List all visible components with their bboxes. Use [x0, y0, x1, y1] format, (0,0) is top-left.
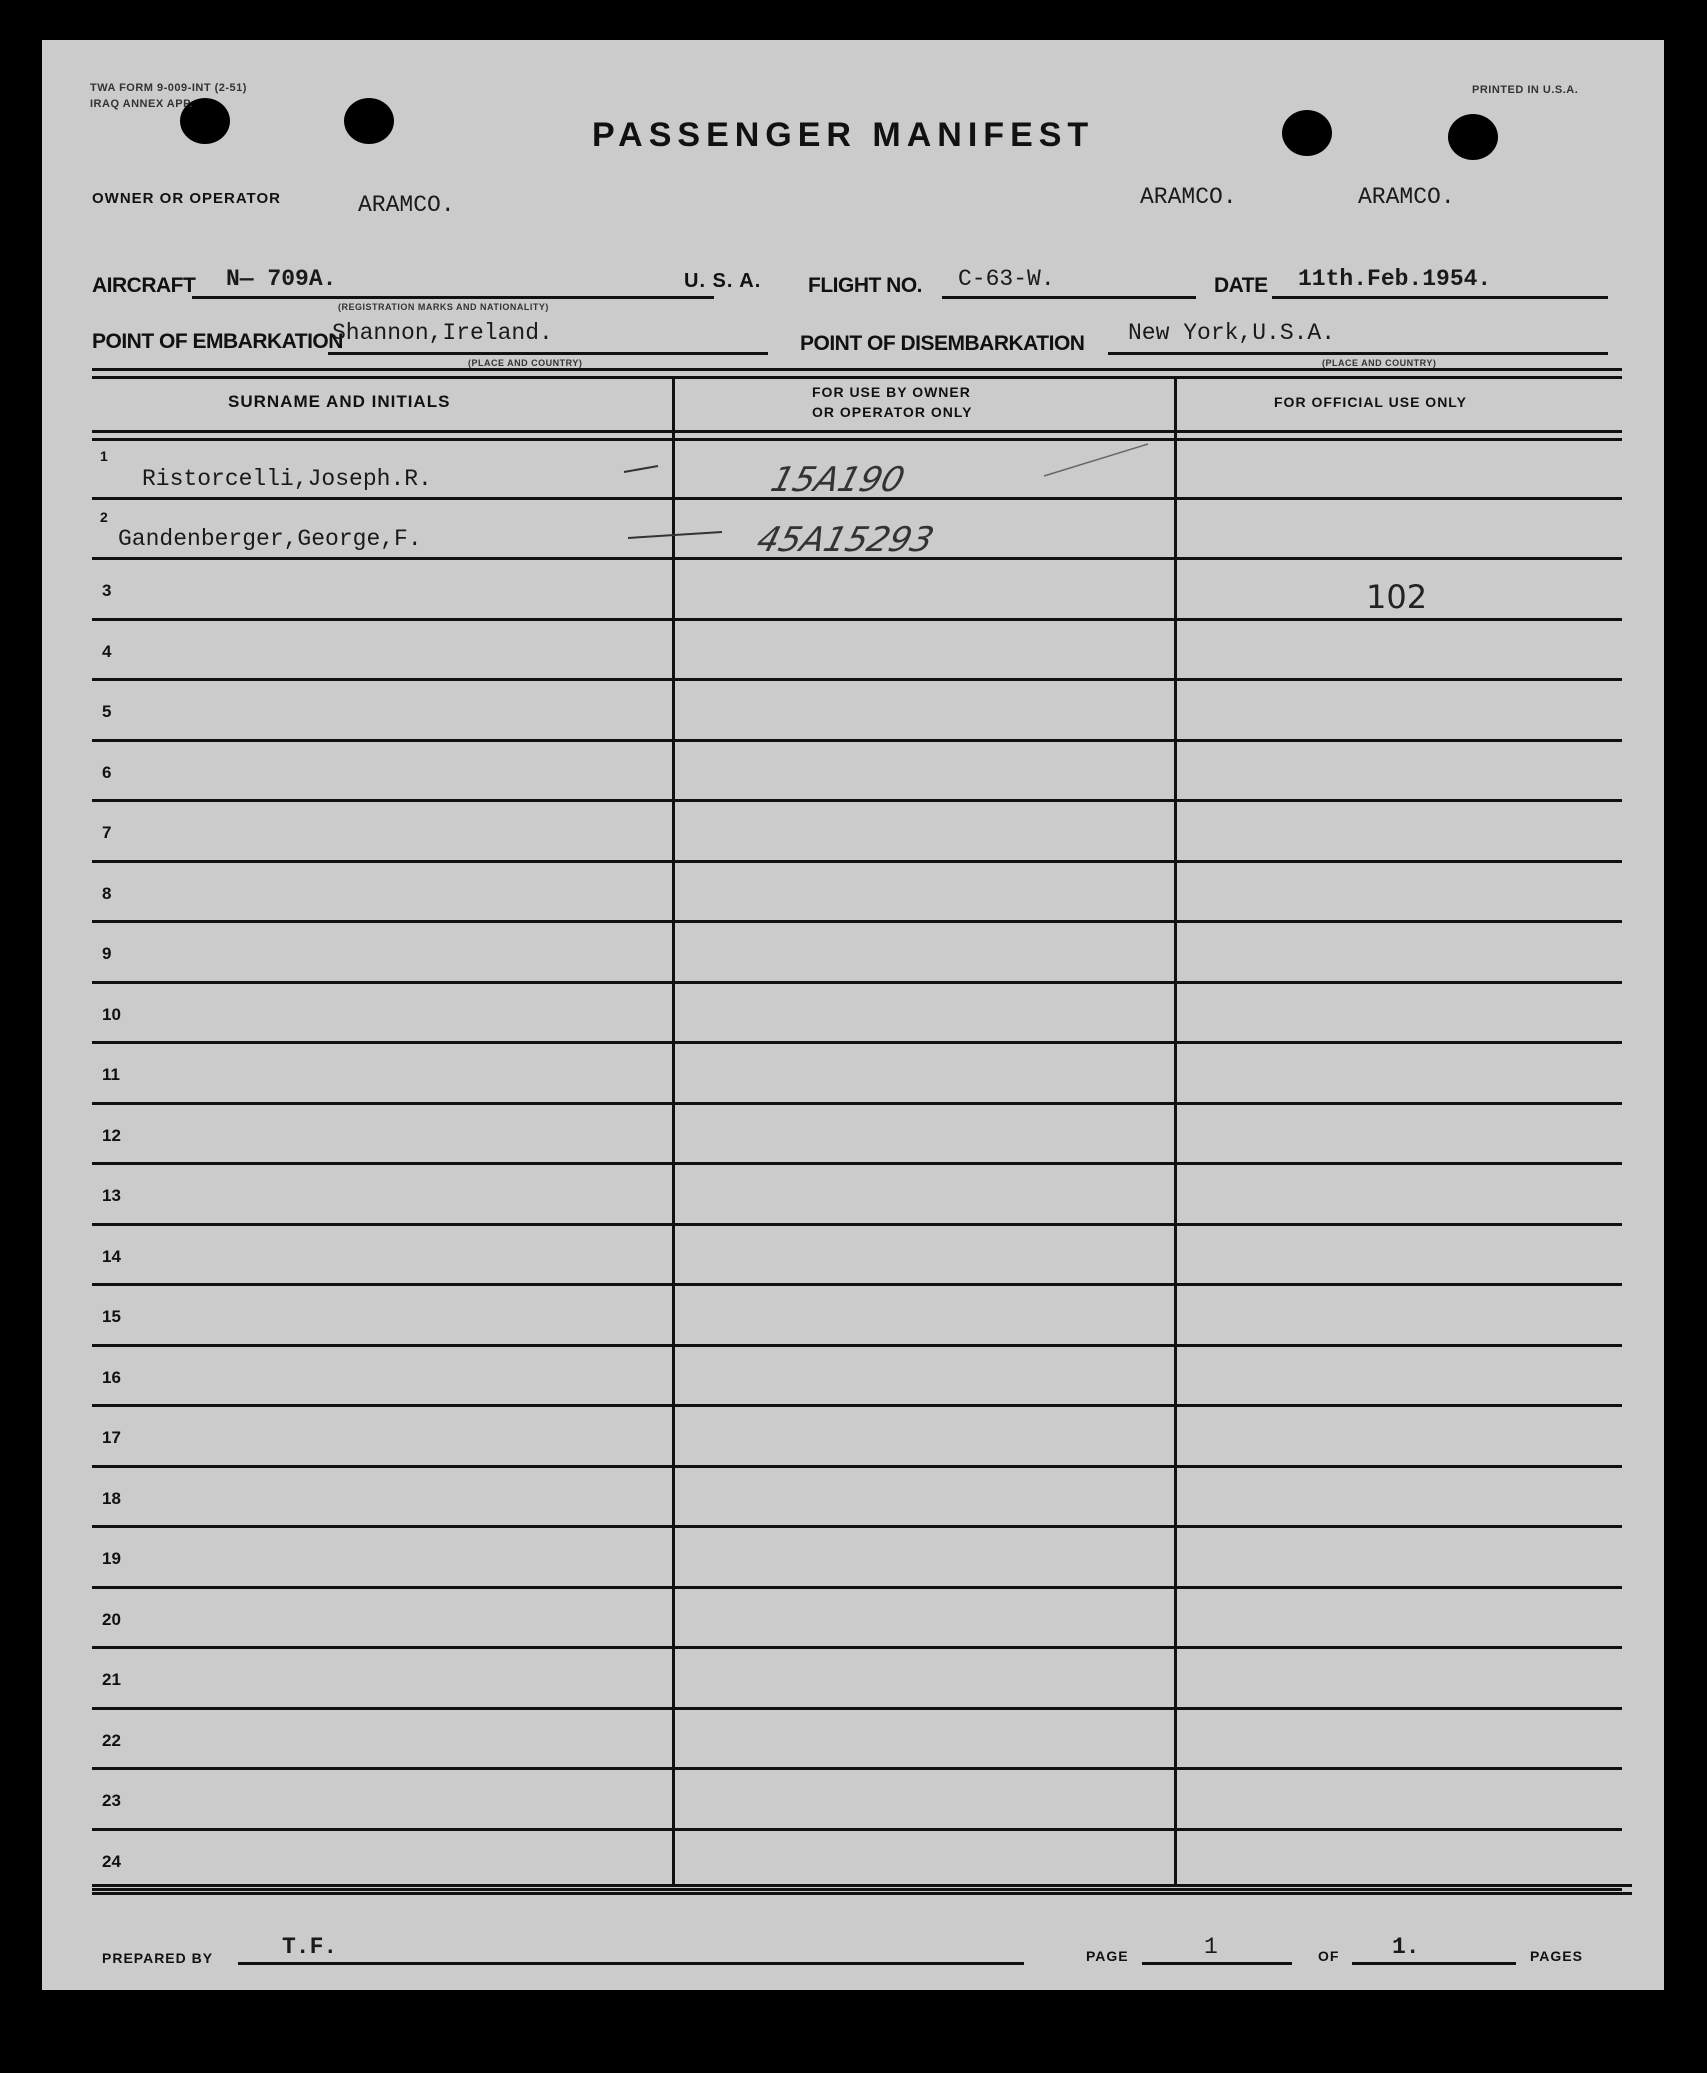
row-line	[92, 981, 1622, 984]
row-number: 10	[102, 1005, 121, 1024]
row-number: 22	[102, 1731, 121, 1750]
row-number: 16	[102, 1368, 121, 1387]
col-surname-header: SURNAME AND INITIALS	[228, 392, 451, 411]
row-line	[92, 1888, 1622, 1891]
of-label: OF	[1318, 1948, 1340, 1964]
aircraft-nationality: U. S. A.	[684, 270, 762, 292]
date-label: DATE	[1214, 274, 1268, 297]
owner-extra-1: ARAMCO.	[1140, 184, 1237, 210]
row-number: 9	[102, 944, 112, 963]
punch-hole	[344, 98, 394, 144]
aircraft-value: N— 709A.	[226, 266, 337, 292]
row-number: 6	[102, 763, 112, 782]
prepared-label: PREPARED BY	[102, 1950, 214, 1966]
row-line	[92, 1828, 1622, 1831]
row-number: 3	[102, 581, 112, 600]
embarkation-label: POINT OF EMBARKATION	[92, 330, 343, 353]
row-number: 13	[102, 1186, 121, 1205]
row-line	[92, 920, 1622, 923]
row-line	[92, 1404, 1622, 1407]
row-number: 19	[102, 1549, 121, 1568]
row-line	[92, 1223, 1622, 1226]
row-number: 17	[102, 1428, 121, 1447]
passenger-name-2: Gandenberger,George,F.	[118, 526, 422, 552]
row-number: 14	[102, 1247, 121, 1266]
row-number: 21	[102, 1670, 121, 1689]
manifest-page	[42, 40, 1664, 1990]
row-line	[92, 1283, 1622, 1286]
row-line	[92, 1707, 1622, 1710]
row-number: 5	[102, 702, 112, 721]
row-line	[92, 1525, 1622, 1528]
col-owner-header-2: OR OPERATOR ONLY	[812, 404, 973, 420]
page-label: PAGE	[1086, 1948, 1129, 1964]
row-number: 20	[102, 1610, 121, 1629]
owner-value: ARAMCO.	[358, 192, 455, 218]
row-line	[92, 1767, 1622, 1770]
disembarkation-label: POINT OF DISEMBARKATION	[800, 332, 1085, 355]
row-line	[92, 1041, 1622, 1044]
row-number: 24	[102, 1852, 121, 1871]
owner-extra-2: ARAMCO.	[1358, 184, 1455, 210]
punch-hole	[1448, 114, 1498, 160]
row-number: 18	[102, 1489, 121, 1508]
aircraft-sublabel: (REGISTRATION MARKS AND NATIONALITY)	[338, 302, 549, 312]
row-number: 11	[102, 1065, 120, 1084]
punch-hole	[1282, 110, 1332, 156]
flight-label: FLIGHT NO.	[808, 274, 922, 297]
flight-value: C-63-W.	[958, 266, 1055, 292]
pages-label: PAGES	[1530, 1948, 1583, 1964]
col-official-header: FOR OFFICIAL USE ONLY	[1274, 394, 1467, 410]
row-number: 15	[102, 1307, 121, 1326]
row-line	[92, 799, 1622, 802]
row-line	[92, 618, 1622, 621]
row-line	[92, 1344, 1622, 1347]
passenger-name-1: Ristorcelli,Joseph.R.	[142, 466, 432, 492]
row-line	[92, 860, 1622, 863]
disembarkation-sublabel: (PLACE AND COUNTRY)	[1322, 358, 1437, 368]
row-number: 23	[102, 1791, 121, 1810]
owner-note-1: 15A190	[766, 460, 909, 500]
form-id-2: IRAQ ANNEX APP.	[90, 98, 194, 110]
row-line	[92, 739, 1622, 742]
page-value: 1	[1204, 1934, 1218, 1960]
row-number: 12	[102, 1126, 121, 1145]
row-number: 7	[102, 823, 112, 842]
dash-mark	[622, 460, 662, 480]
row-line	[92, 1465, 1622, 1468]
aircraft-label: AIRCRAFT	[92, 274, 196, 297]
owner-label: OWNER OR OPERATOR	[92, 190, 281, 207]
prepared-value: T.F.	[282, 1934, 338, 1960]
page-title: PASSENGER MANIFEST	[592, 116, 1095, 154]
row-line	[92, 1646, 1622, 1649]
dash-mark	[626, 526, 726, 546]
official-note-3: 102	[1366, 578, 1428, 616]
row-number: 1	[100, 448, 108, 464]
date-value: 11th.Feb.1954.	[1298, 266, 1492, 292]
of-value: 1.	[1392, 1934, 1420, 1960]
row-line	[92, 1586, 1622, 1589]
row-line	[92, 1162, 1622, 1165]
printed-in: PRINTED IN U.S.A.	[1472, 84, 1579, 96]
col-owner-header-1: FOR USE BY OWNER	[812, 384, 971, 400]
disembarkation-value: New York,U.S.A.	[1128, 320, 1336, 346]
embarkation-value: Shannon,Ireland.	[332, 320, 553, 346]
embarkation-sublabel: (PLACE AND COUNTRY)	[468, 358, 583, 368]
form-id-1: TWA FORM 9-009-INT (2-51)	[90, 82, 247, 94]
row-number: 8	[102, 884, 112, 903]
row-number: 2	[100, 509, 108, 525]
row-line	[92, 1102, 1622, 1105]
row-number: 4	[102, 642, 112, 661]
dash-mark	[1042, 440, 1152, 480]
owner-note-2: 45A15293	[752, 520, 939, 560]
row-line	[92, 678, 1622, 681]
